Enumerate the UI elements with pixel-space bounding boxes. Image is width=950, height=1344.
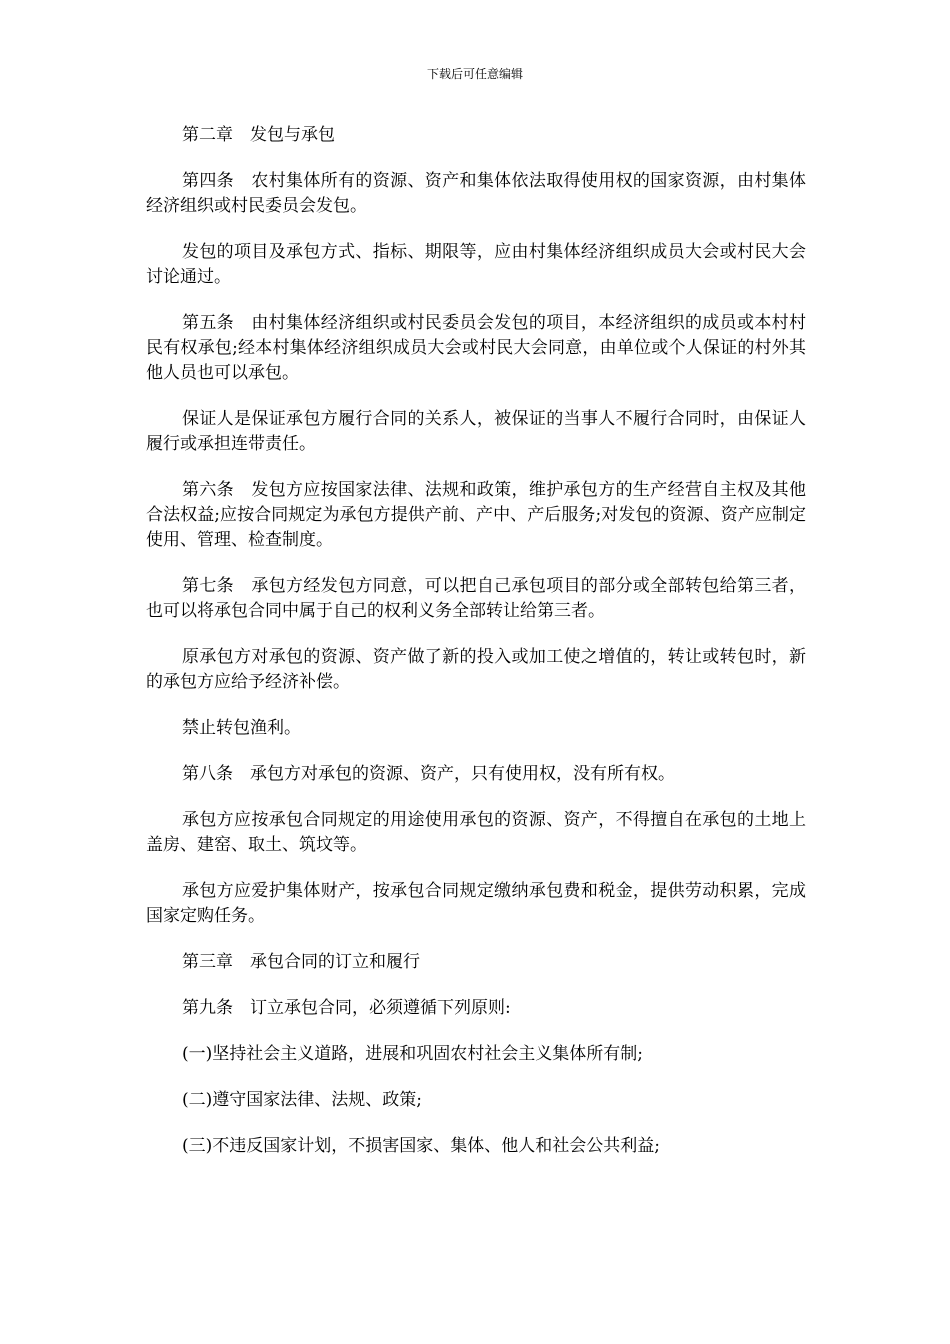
article-paragraph: 原承包方对承包的资源、资产做了新的投入或加工使之增值的，转让或转包时，新的承包方应给予经济补偿。 (146, 647, 806, 692)
list-item: (二)遵守国家法律、法规、政策; (182, 1090, 422, 1110)
article-paragraph: 发包的项目及承包方式、指标、期限等，应由村集体经济组织成员大会或村民大会讨论通过。 (146, 242, 806, 287)
list-item: (三)不违反国家计划，不损害国家、集体、他人和社会公共利益; (182, 1136, 660, 1156)
article-paragraph: 第八条 承包方对承包的资源、资产，只有使用权，没有所有权。 (182, 764, 675, 784)
article-paragraph: 承包方应爱护集体财产，按承包合同规定缴纳承包费和税金，提供劳动积累，完成国家定购任务。 (146, 881, 806, 926)
article-paragraph: 承包方应按承包合同规定的用途使用承包的资源、资产，不得擅自在承包的土地上盖房、建窑、取土、筑坟等。 (146, 810, 806, 855)
article-paragraph: 第四条 农村集体所有的资源、资产和集体依法取得使用权的国家资源，由村集体经济组织或村民委员会发包。 (146, 171, 806, 216)
page-header: 下载后可任意编辑 (426, 67, 523, 81)
chapter-heading: 第三章 承包合同的订立和履行 (182, 952, 420, 972)
list-item: (一)坚持社会主义道路，进展和巩固农村社会主义集体所有制; (182, 1044, 643, 1064)
chapter-heading: 第二章 发包与承包 (182, 125, 335, 145)
article-paragraph: 第六条 发包方应按国家法律、法规和政策，维护承包方的生产经营自主权及其他合法权益;应按合同规定为承包方提供产前、产中、产后服务;对发包的资源、资产应制定使用、管理、检查制度。 (146, 480, 806, 550)
article-paragraph: 禁止转包渔利。 (182, 718, 301, 738)
article-paragraph: 保证人是保证承包方履行合同的关系人，被保证的当事人不履行合同时，由保证人履行或承担连带责任。 (146, 409, 806, 454)
article-paragraph: 第九条 订立承包合同，必须遵循下列原则: (182, 998, 511, 1018)
document-body (146, 123, 806, 1180)
article-paragraph: 第七条 承包方经发包方同意，可以把自己承包项目的部分或全部转包给第三者，也可以将承包合同中属于自己的权利义务全部转让给第三者。 (146, 576, 806, 621)
article-paragraph: 第五条 由村集体经济组织或村民委员会发包的项目，本经济组织的成员或本村村民有权承包;经本村集体经济组织成员大会或村民大会同意，由单位或个人保证的村外其他人员也可以承包。 (146, 313, 806, 383)
